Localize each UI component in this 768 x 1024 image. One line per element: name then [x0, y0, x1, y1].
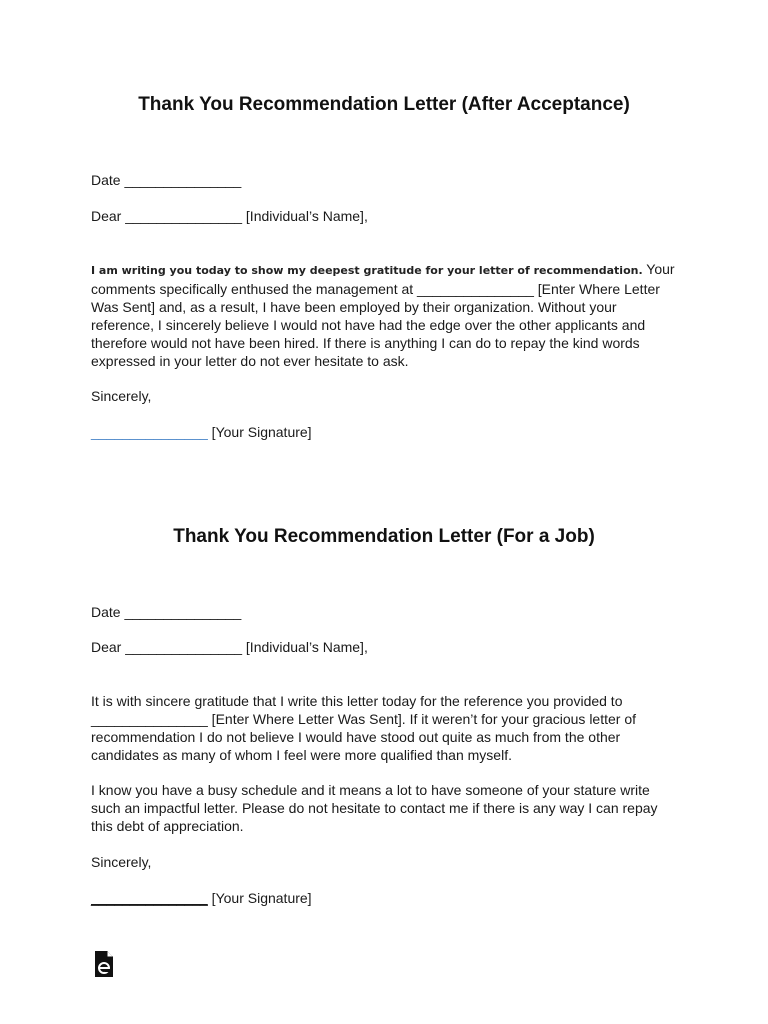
letter2-paragraph-1: It is with sincere gratitude that I write this letter today for the reference you provided to _______________ [Enter Where Letter Was Sent]. If it weren’t for your gracious letter of recommendation I do not believe I would have stood out quite as much from the other candidates as many of whom I feel were more qualified than myself.	[91, 693, 637, 763]
letter2-title: Thank You Recommendation Letter (For a Job)	[173, 526, 595, 547]
letter2-signature-blank: _______________	[91, 890, 208, 906]
letter1-signature-label: [Your Signature]	[207, 424, 312, 440]
letter1-title: Thank You Recommendation Letter (After Acceptance)	[138, 94, 630, 115]
letter1-body-lead: I am writing you today to show my deepest gratitude for your letter of recommendation.	[91, 264, 643, 277]
letter2-date-line: Date _______________	[91, 604, 242, 620]
letter2-salutation: Dear _______________ [Individual’s Name],	[91, 639, 368, 655]
letter2-closing: Sincerely,	[91, 854, 152, 870]
letter1-body-rest: Your comments specifically enthused the management at _______________ [Enter Where Letter Was Sent] and, as a result, I have been employed by their organization. Without your reference, I sincerely believe I would not have had the edge over the other applicants and therefore would not have been hired. If there is anything I can do to repay the kind words expressed in your letter do not ever hesitate to ask.	[91, 261, 675, 369]
letter2-signature-label: [Your Signature]	[207, 890, 312, 906]
letter1-signature-line	[91, 423, 312, 441]
letter2-signature-line	[91, 889, 312, 907]
letter2-paragraph-2: I know you have a busy schedule and it means a lot to have someone of your stature write such an impactful letter. Please do not hesitate to contact me if there is any way I can repay this debt of appreciation.	[91, 782, 658, 834]
letter1-date-line: Date _______________	[91, 172, 242, 188]
letter1-salutation: Dear _______________ [Individual’s Name],	[91, 208, 368, 224]
eforms-document-icon	[94, 950, 114, 978]
letter1-signature-blank: _______________	[91, 424, 208, 440]
letter1-closing: Sincerely,	[91, 388, 152, 404]
letter1-body	[91, 260, 681, 370]
